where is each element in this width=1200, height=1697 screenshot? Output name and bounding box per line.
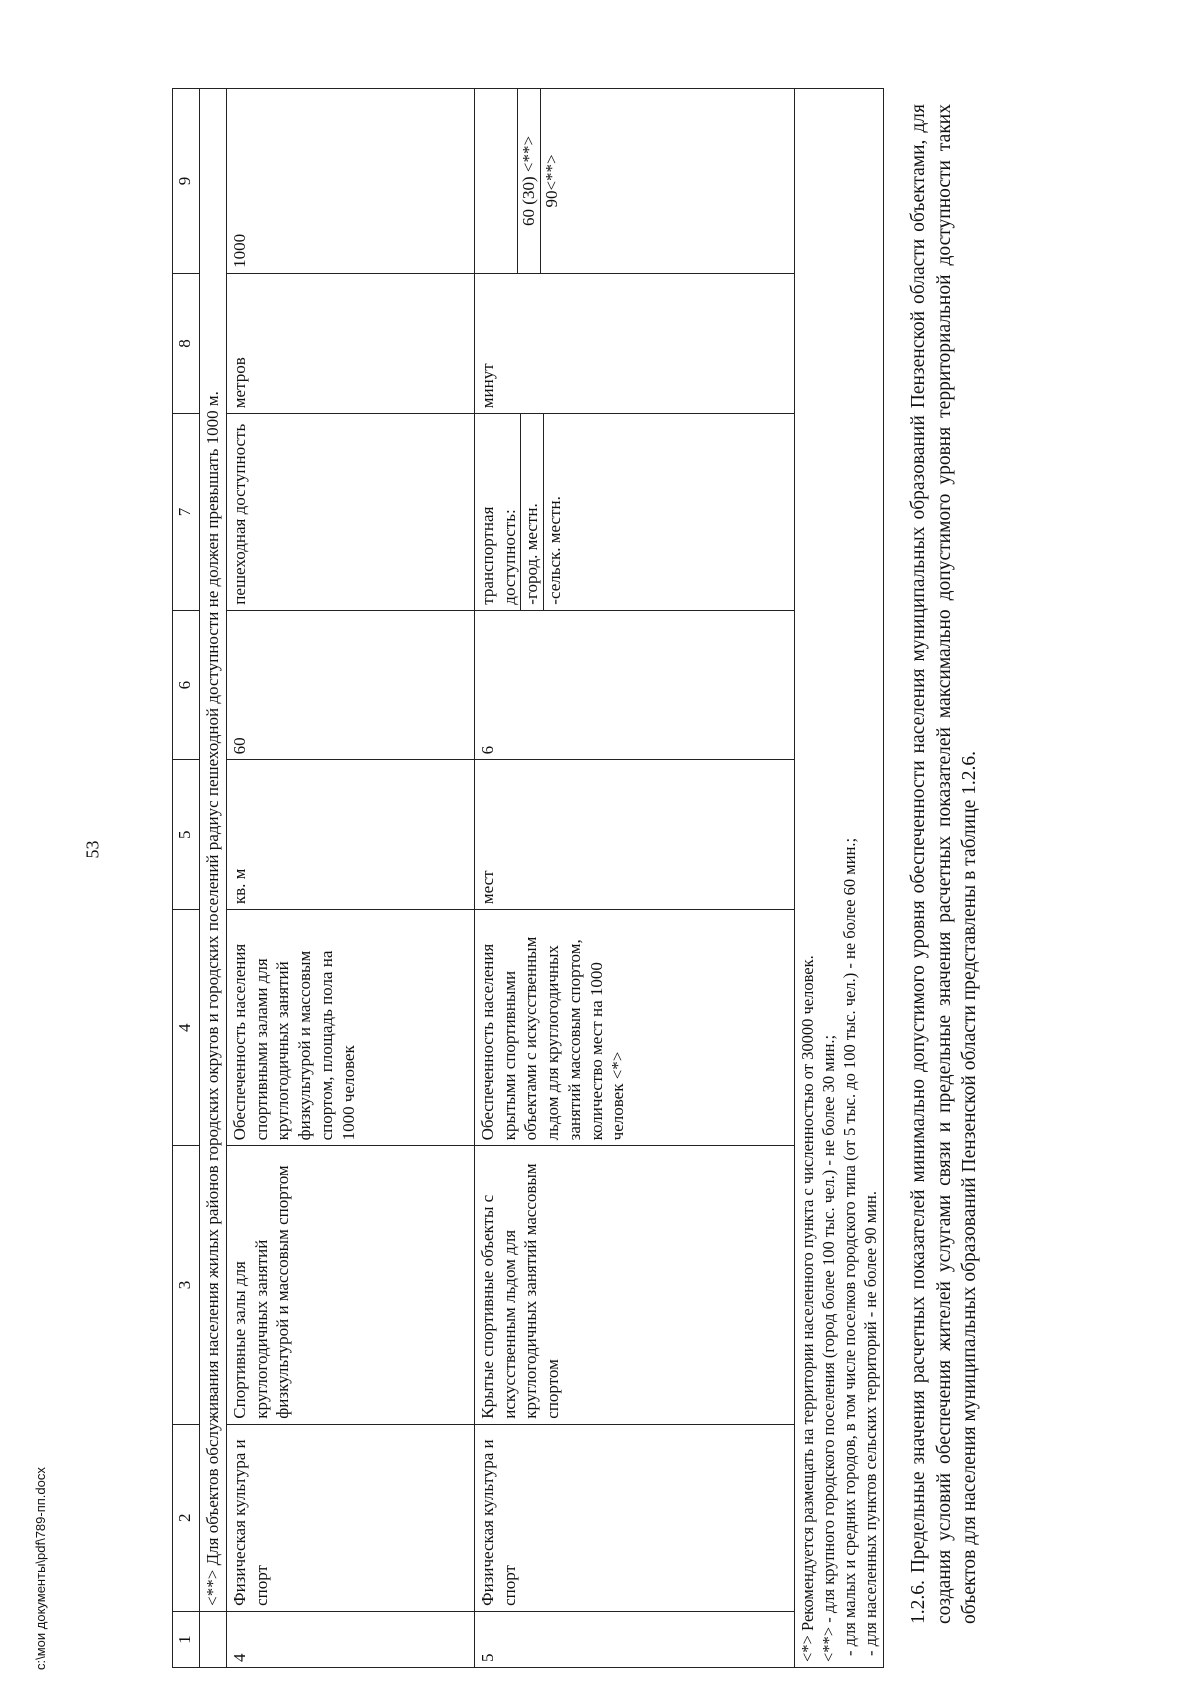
row-number: 5 [474,1611,794,1667]
column-number: 4 [173,910,200,1146]
access-type-label: транспортная доступность: [477,506,519,605]
column-number: 9 [173,89,200,274]
access-type-cell: пешеходная доступность [226,414,474,610]
body-paragraph: 1.2.6. Предельные значения расчетных показателей минимально допустимого уровня обеспеченности населения муниципальных образований Пензенской области объектами, для создания условий обеспечения жителей услугами связи и предельные значения расчетных показателей максимально допустимого уровня территориальной доступности таких объектов для населения муниципальных образований Пензенской области представлены в таблице 1.2.6. [908,104,980,1624]
unit-cell: мест [474,760,794,910]
indicator-cell: Обеспеченность населения спортивными залами для круглогодичных занятий физкультурой и массовым спортом, площадь пола на 1000 человек [226,910,474,1146]
landscape-content [172,88,1022,1668]
value-cell: 6 [474,610,794,760]
access-type-cell [474,414,794,610]
column-number: 8 [173,273,200,413]
page-number: 53 [82,840,103,859]
note-row [200,89,227,1668]
pedestrian-radius-note: <**> Для объектов обслуживания населения жилых районов городских округов и городских поселений радиус пешеходной доступности не должен превышать 1000 м. [200,89,227,1612]
standards-table [172,88,884,1668]
city-value: 60 (30) <**> [517,89,540,273]
category-cell: Физическая культура и спорт [226,1424,474,1611]
footnote: <**> - для крупного городского поселения (город более 100 тыс. чел.) - не более 30 мин.; [818,1034,838,1662]
city-label: -город. местн. [520,414,543,609]
access-unit-cell: метров [226,273,474,413]
column-number: 7 [173,414,200,610]
object-cell: Спортивные залы для круглогодичных занятий физкультурой и массовым спортом [226,1146,474,1424]
access-value-cell: 1000 [226,89,474,274]
rural-label: -сельск. местн. [543,414,566,609]
indicator-cell: Обеспеченность населения крытыми спортивными объектами с искусственным льдом для круглогодичных занятий массовым спортом, количество мест на 1000 человек <*> [474,910,794,1146]
table-row [226,89,474,1668]
column-number: 5 [173,760,200,910]
value-cell: 60 [226,610,474,760]
unit-cell: кв. м [226,760,474,910]
column-number: 6 [173,610,200,760]
column-number: 1 [173,1611,200,1667]
column-number-row [173,89,200,1668]
access-value-cell [474,89,794,274]
column-number: 3 [173,1146,200,1424]
category-cell: Физическая культура и спорт [474,1424,794,1611]
footnotes-row [794,89,883,1668]
footnote: <*> Рекомендуется размещать на территории населенного пункта с численностью от 30000 человек. [797,955,817,1662]
object-cell: Крытые спортивные объекты с искусственным льдом для круглогодичных занятий массовым спортом [474,1146,794,1424]
rural-value: 90<**> [540,89,563,273]
table-row [474,89,794,1668]
column-number: 2 [173,1424,200,1611]
footnote: - для малых и средних городов, в том числе поселков городского типа (от 5 тыс. до 100 тыс. чел.) - не более 60 мин.; [839,837,859,1656]
row-number: 4 [226,1611,474,1667]
footer-file-path: c:\мои документы\pdf\789-пп.docx [33,1467,48,1670]
access-unit-cell: минут [474,273,794,413]
footnote: - для населенных пунктов сельских территорий - не более 90 мин. [861,1191,881,1656]
